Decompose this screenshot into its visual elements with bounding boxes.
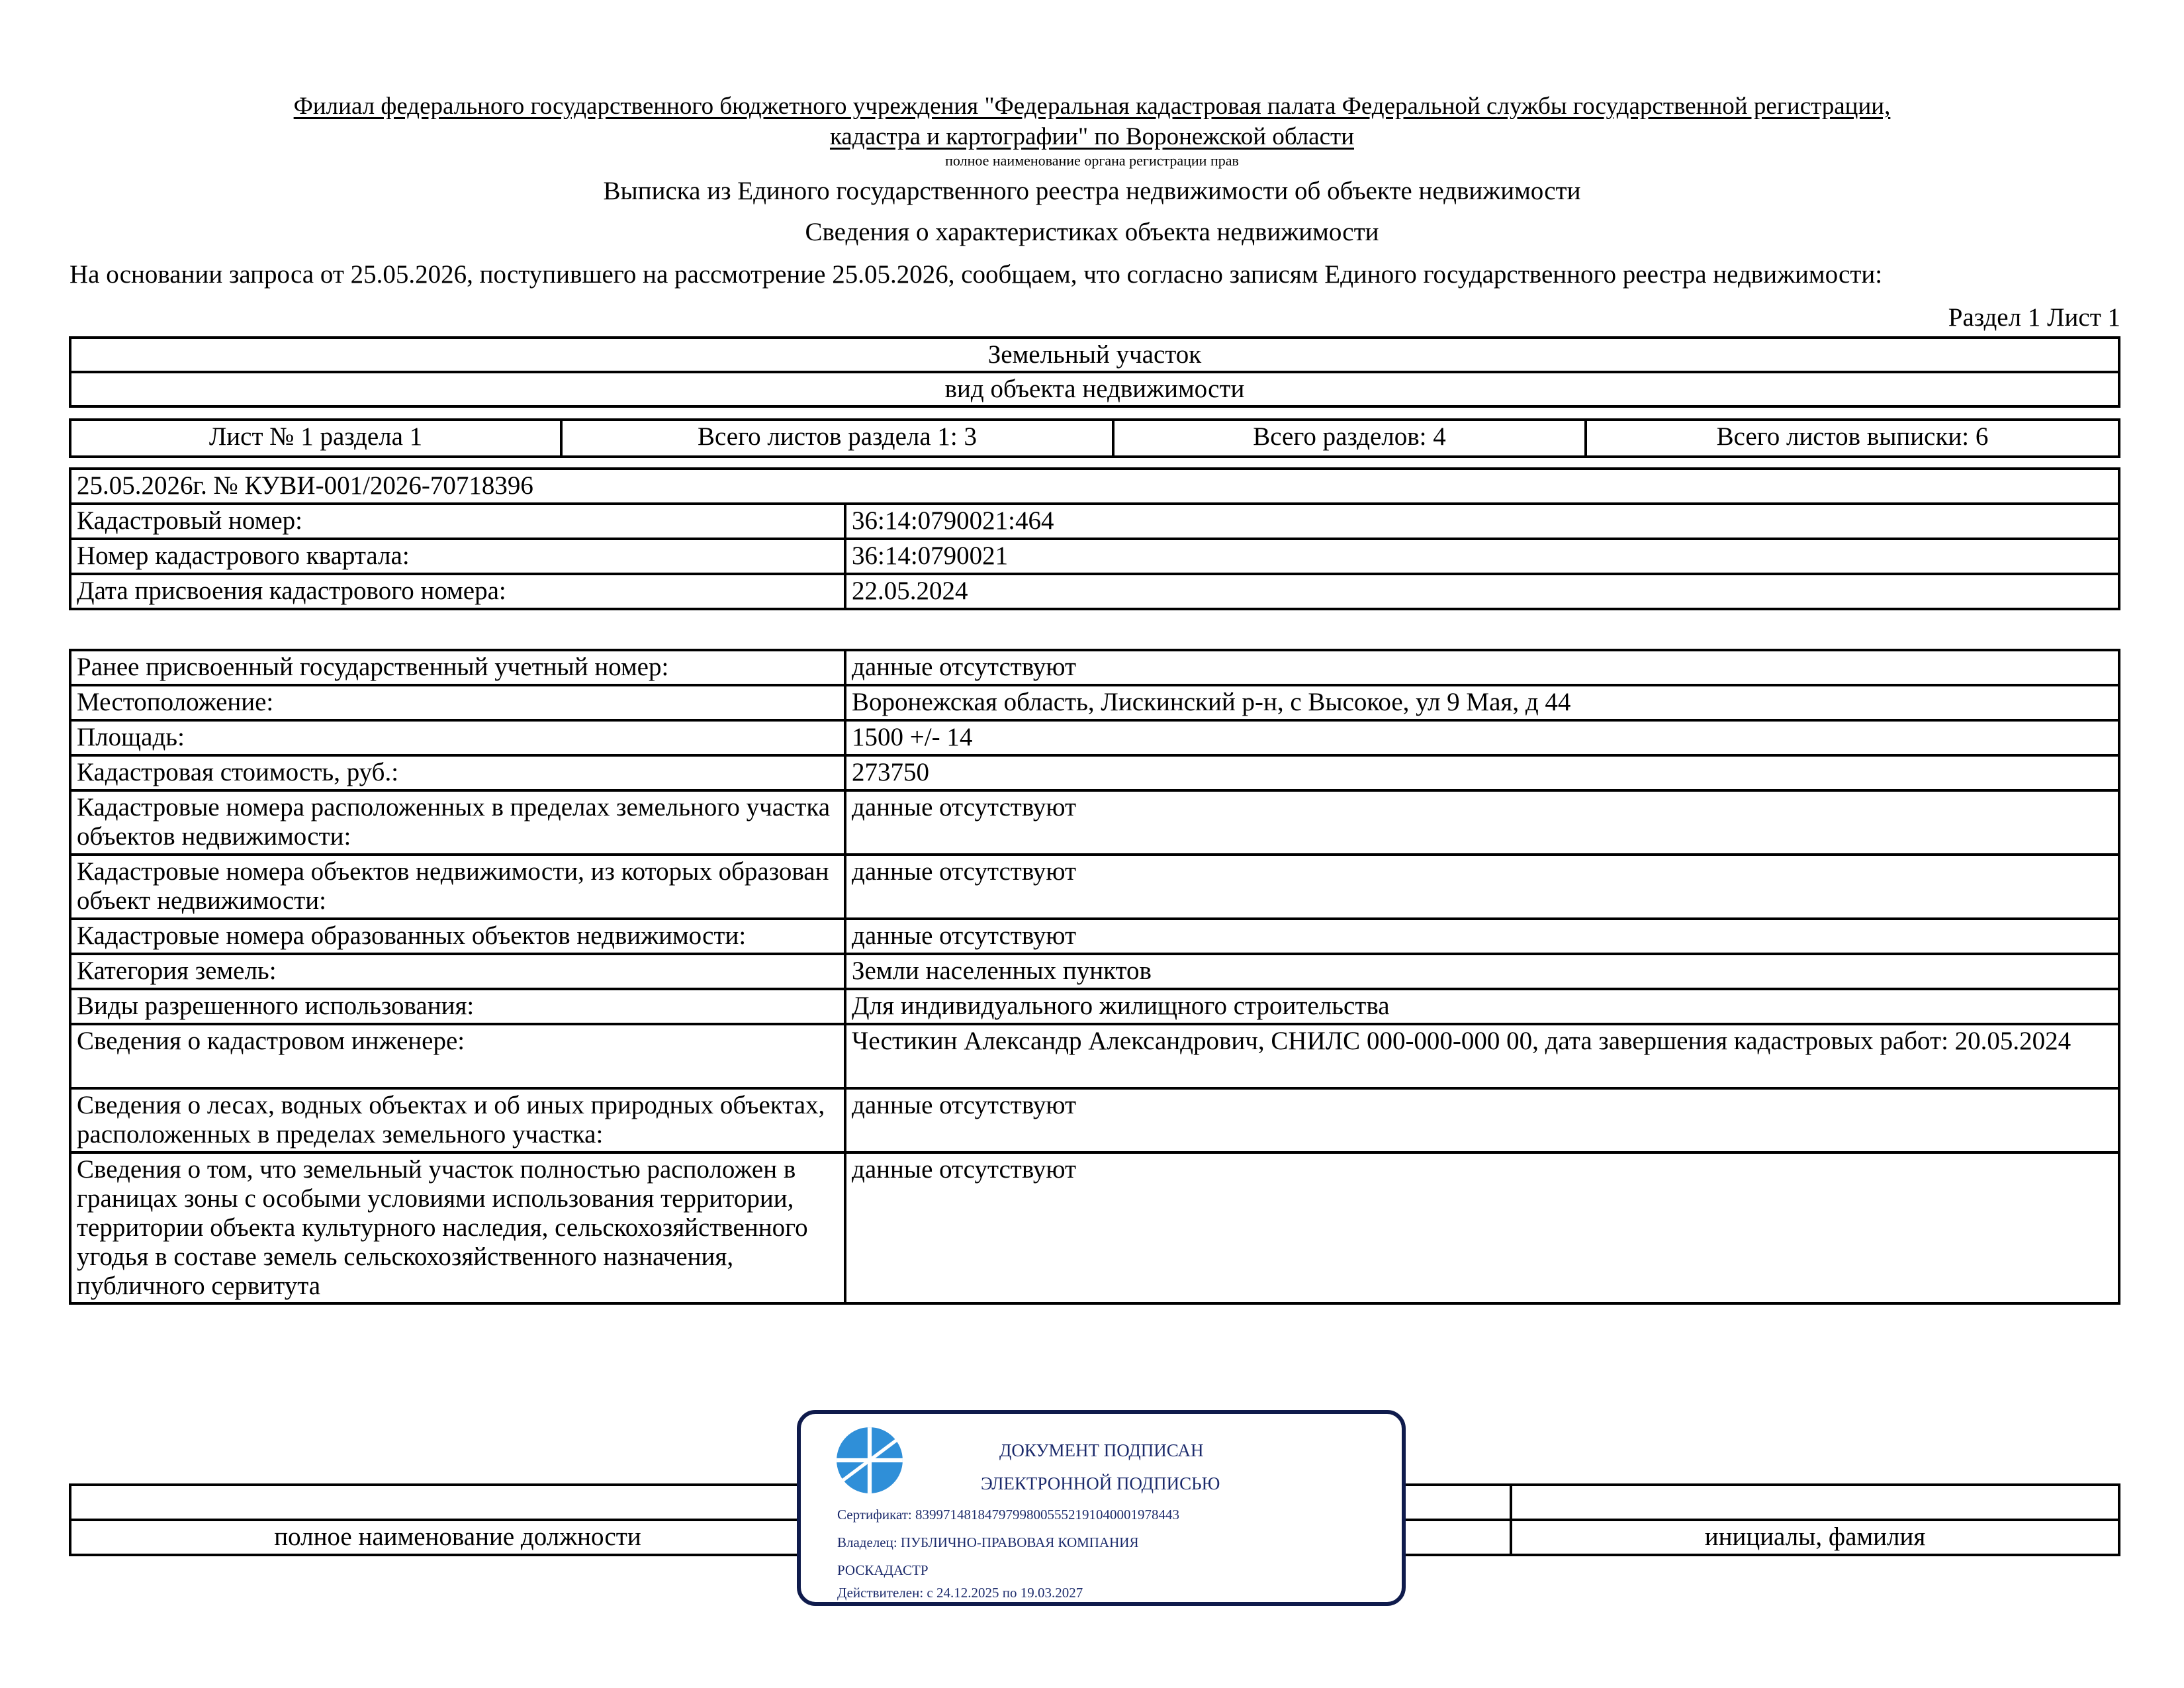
row-value: данные отсутствуют <box>845 855 2119 919</box>
row-value: 22.05.2024 <box>845 574 2119 609</box>
row-label: Кадастровый номер: <box>70 504 845 539</box>
table-row <box>70 1088 2119 1152</box>
row-value: данные отсутствуют <box>845 1152 2119 1303</box>
name-field <box>1511 1485 2119 1520</box>
agency-name-line1: Филиал федерального государственного бюджетного учреждения "Федеральная кадастровая палата Федеральной службы государственной регистрации, <box>293 93 1891 120</box>
sheets-table <box>69 418 2120 458</box>
rosreestr-logo-icon <box>835 1426 904 1495</box>
stamp-signed-line1: ДОКУМЕНТ ПОДПИСАН <box>999 1440 1204 1460</box>
table-row <box>70 790 2119 855</box>
table-row <box>70 954 2119 989</box>
request-statement: На основании запроса от 25.05.2026, поступившего на рассмотрение 25.05.2026, сообщаем, что согласно записям Единого государственного реестра недвижимости: <box>69 260 1883 289</box>
row-label: Виды разрешенного использования: <box>70 989 845 1024</box>
sheet-number: Лист № 1 раздела 1 <box>70 420 561 457</box>
row-label: Дата присвоения кадастрового номера: <box>70 574 845 609</box>
table-row <box>70 720 2119 755</box>
table-row <box>70 685 2119 720</box>
row-label: Ранее присвоенный государственный учетный номер: <box>70 650 845 685</box>
stamp-owner-name: РОСКАДАСТР <box>837 1562 929 1578</box>
agency-name <box>0 91 2184 152</box>
row-value: Для индивидуального жилищного строительства <box>845 989 2119 1024</box>
table-row <box>70 855 2119 919</box>
row-label: Сведения о лесах, водных объектах и об иных природных объектах, расположенных в пределах земельного участка: <box>70 1088 845 1152</box>
table-row <box>70 919 2119 954</box>
document-subtitle: Сведения о характеристиках объекта недвижимости <box>805 218 1379 246</box>
row-value: данные отсутствуют <box>845 919 2119 954</box>
row-label: Кадастровые номера образованных объектов недвижимости: <box>70 919 845 954</box>
object-type: Земельный участок <box>70 338 2119 372</box>
name-caption: инициалы, фамилия <box>1511 1520 2119 1555</box>
row-value: данные отсутствуют <box>845 1088 2119 1152</box>
row-label: Местоположение: <box>70 685 845 720</box>
stamp-owner: Владелец: ПУБЛИЧНО-ПРАВОВАЯ КОМПАНИЯ <box>837 1534 1139 1550</box>
row-label: Кадастровые номера расположенных в пределах земельного участка объектов недвижимости: <box>70 790 845 855</box>
row-label: Кадастровые номера объектов недвижимости, из которых образован объект недвижимости: <box>70 855 845 919</box>
row-label: Сведения о кадастровом инженере: <box>70 1024 845 1088</box>
table-row <box>70 1024 2119 1088</box>
row-label: Площадь: <box>70 720 845 755</box>
sheets-total: Всего листов выписки: 6 <box>1586 420 2119 457</box>
row-value: 273750 <box>845 755 2119 790</box>
identification-table <box>69 467 2120 610</box>
table-row <box>70 650 2119 685</box>
electronic-signature-stamp <box>797 1410 1406 1606</box>
stamp-certificate: Сертификат: 839971481847979980055521910400019784​43 <box>837 1507 1179 1523</box>
row-label: Кадастровая стоимость, руб.: <box>70 755 845 790</box>
row-value: 36:14:0790021 <box>845 539 2119 574</box>
stamp-validity: Действителен: с 24.12.2025 по 19.03.2027 <box>837 1585 1083 1601</box>
agency-caption: полное наименование органа регистрации прав <box>945 152 1239 169</box>
position-field <box>70 1485 845 1520</box>
row-value: 36:14:0790021:464 <box>845 504 2119 539</box>
sections-total: Всего разделов: 4 <box>1113 420 1586 457</box>
table-row <box>70 755 2119 790</box>
table-row <box>70 1152 2119 1303</box>
object-type-table <box>69 336 2120 408</box>
characteristics-table <box>69 649 2120 1305</box>
object-type-caption: вид объекта недвижимости <box>70 372 2119 406</box>
row-value: Честикин Александр Александрович, СНИЛС 000-000-000 00, дата завершения кадастровых работ: 20.05.2024 <box>845 1024 2119 1088</box>
section-reference: Раздел 1 Лист 1 <box>1948 303 2120 332</box>
document-title: Выписка из Единого государственного реестра недвижимости об объекте недвижимости <box>603 177 1581 205</box>
table-row <box>70 989 2119 1024</box>
row-label: Категория земель: <box>70 954 845 989</box>
table-row <box>70 539 2119 574</box>
sheets-in-section: Всего листов раздела 1: 3 <box>561 420 1113 457</box>
row-value: Воронежская область, Лискинский р-н, с Высокое, ул 9 Мая, д 44 <box>845 685 2119 720</box>
stamp-signed-line2: ЭЛЕКТРОННОЙ ПОДПИСЬЮ <box>981 1474 1220 1493</box>
row-value: данные отсутствуют <box>845 790 2119 855</box>
row-value: Земли населенных пунктов <box>845 954 2119 989</box>
row-value: данные отсутствуют <box>845 650 2119 685</box>
row-label: Сведения о том, что земельный участок полностью расположен в границах зоны с особыми условиями использования территории, территории объекта культурного наследия, сельскохозяйственного угодья в составе земель сельскохозяйственного назначения, публичного сервитута <box>70 1152 845 1303</box>
row-label: Номер кадастрового квартала: <box>70 539 845 574</box>
table-row <box>70 574 2119 609</box>
agency-name-line2: кадастра и картографии" по Воронежской области <box>829 123 1354 150</box>
position-caption: полное наименование должности <box>70 1520 845 1555</box>
row-value: 1500 +/- 14 <box>845 720 2119 755</box>
document-reference: 25.05.2026г. № КУВИ-001/2026-70718396 <box>70 469 2119 504</box>
table-row <box>70 504 2119 539</box>
